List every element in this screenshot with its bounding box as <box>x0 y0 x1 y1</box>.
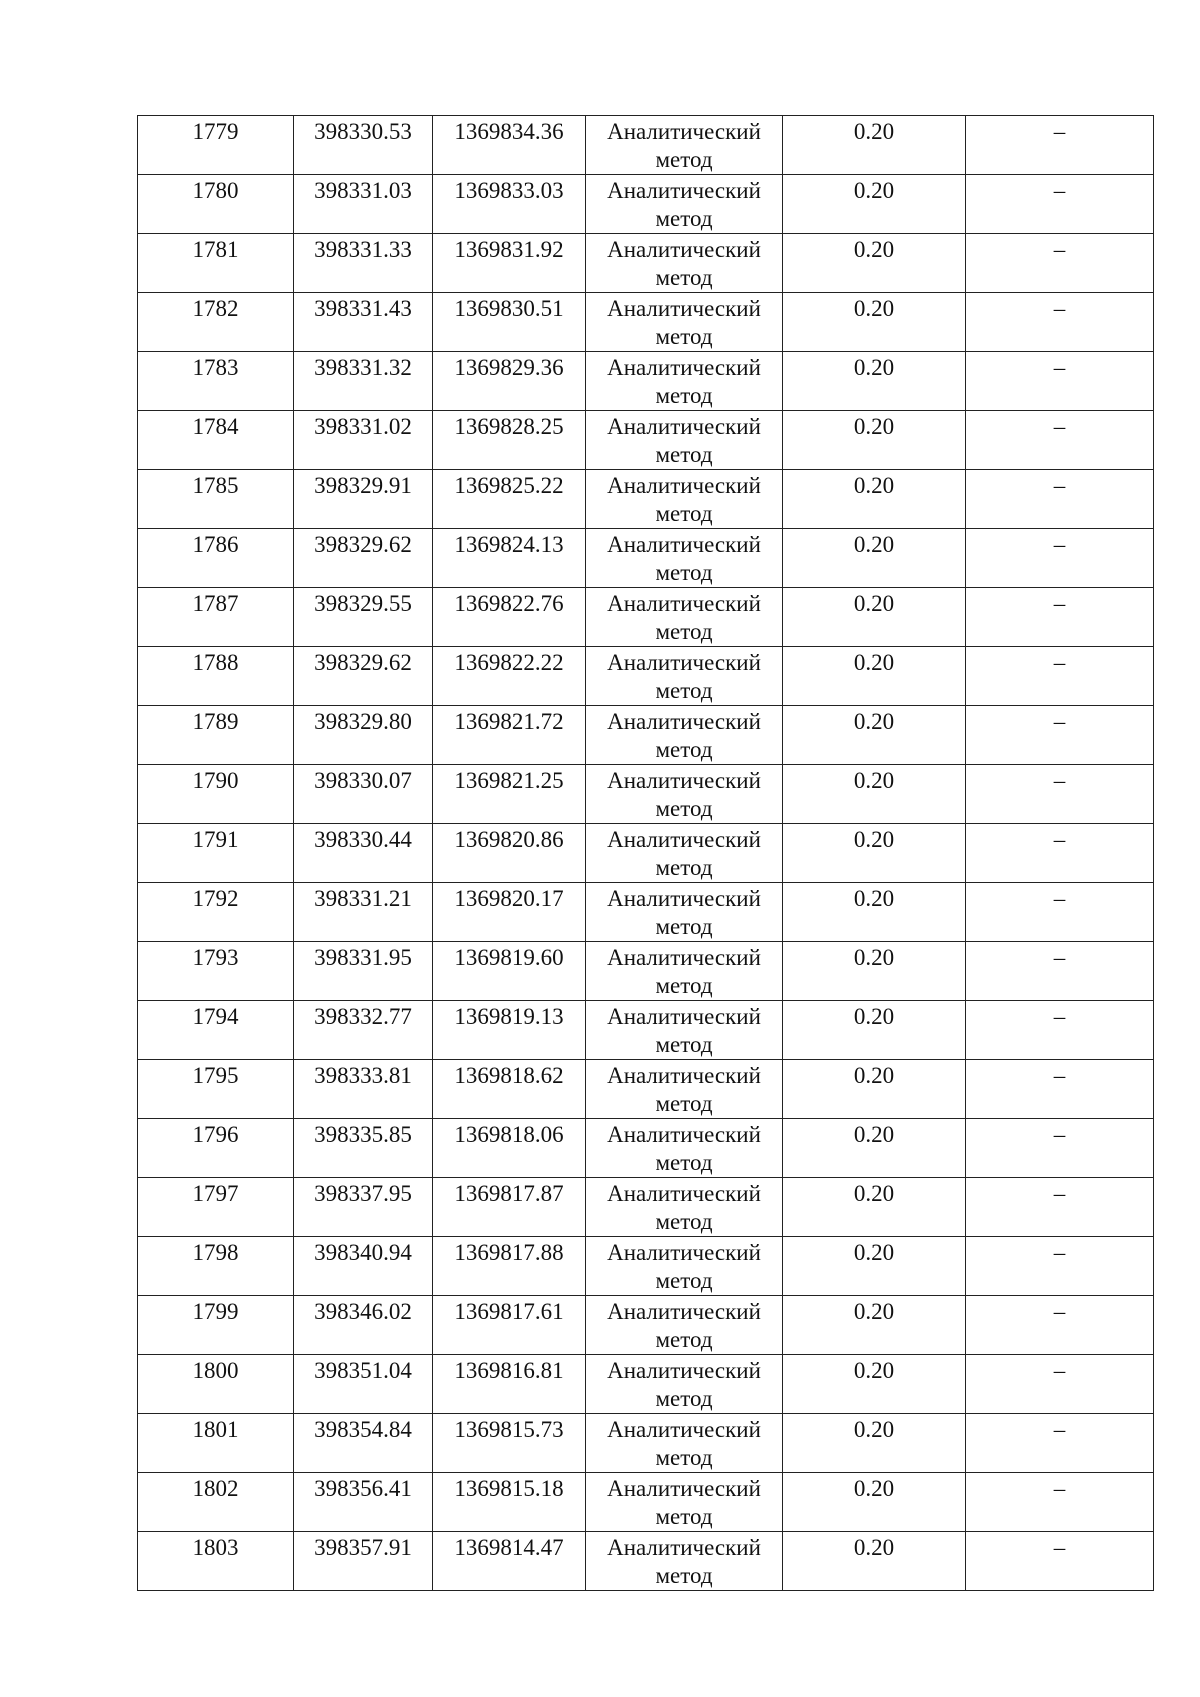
method-cell: Аналитический метод <box>586 175 783 234</box>
method-cell: Аналитический метод <box>586 1355 783 1414</box>
precision-cell: 0.20 <box>783 1532 966 1591</box>
precision-cell: 0.20 <box>783 411 966 470</box>
table-row <box>138 1237 1154 1296</box>
point-number-cell: 1801 <box>138 1414 294 1473</box>
y-coordinate-cell: 1369821.72 <box>433 706 586 765</box>
x-coordinate-cell: 398335.85 <box>294 1119 433 1178</box>
precision-cell: 0.20 <box>783 1296 966 1355</box>
table-row <box>138 942 1154 1001</box>
y-coordinate-cell: 1369822.22 <box>433 647 586 706</box>
point-number-cell: 1790 <box>138 765 294 824</box>
note-cell: – <box>966 1178 1154 1237</box>
table-row <box>138 470 1154 529</box>
x-coordinate-cell: 398356.41 <box>294 1473 433 1532</box>
method-cell: Аналитический метод <box>586 1119 783 1178</box>
y-coordinate-cell: 1369818.06 <box>433 1119 586 1178</box>
table-row <box>138 1001 1154 1060</box>
table-row <box>138 116 1154 175</box>
note-cell: – <box>966 352 1154 411</box>
y-coordinate-cell: 1369817.87 <box>433 1178 586 1237</box>
precision-cell: 0.20 <box>783 116 966 175</box>
point-number-cell: 1799 <box>138 1296 294 1355</box>
x-coordinate-cell: 398329.62 <box>294 647 433 706</box>
precision-cell: 0.20 <box>783 647 966 706</box>
method-cell: Аналитический метод <box>586 765 783 824</box>
x-coordinate-cell: 398331.21 <box>294 883 433 942</box>
method-cell: Аналитический метод <box>586 116 783 175</box>
point-number-cell: 1800 <box>138 1355 294 1414</box>
x-coordinate-cell: 398351.04 <box>294 1355 433 1414</box>
coordinates-table <box>137 115 1154 1591</box>
y-coordinate-cell: 1369817.61 <box>433 1296 586 1355</box>
table-row <box>138 647 1154 706</box>
point-number-cell: 1780 <box>138 175 294 234</box>
x-coordinate-cell: 398329.80 <box>294 706 433 765</box>
point-number-cell: 1781 <box>138 234 294 293</box>
point-number-cell: 1798 <box>138 1237 294 1296</box>
table-row <box>138 529 1154 588</box>
y-coordinate-cell: 1369822.76 <box>433 588 586 647</box>
y-coordinate-cell: 1369815.18 <box>433 1473 586 1532</box>
table-row <box>138 352 1154 411</box>
x-coordinate-cell: 398330.44 <box>294 824 433 883</box>
x-coordinate-cell: 398331.03 <box>294 175 433 234</box>
method-cell: Аналитический метод <box>586 1178 783 1237</box>
point-number-cell: 1796 <box>138 1119 294 1178</box>
x-coordinate-cell: 398329.55 <box>294 588 433 647</box>
method-cell: Аналитический метод <box>586 352 783 411</box>
point-number-cell: 1792 <box>138 883 294 942</box>
y-coordinate-cell: 1369833.03 <box>433 175 586 234</box>
y-coordinate-cell: 1369821.25 <box>433 765 586 824</box>
note-cell: – <box>966 824 1154 883</box>
note-cell: – <box>966 706 1154 765</box>
note-cell: – <box>966 1532 1154 1591</box>
method-cell: Аналитический метод <box>586 1237 783 1296</box>
y-coordinate-cell: 1369819.13 <box>433 1001 586 1060</box>
method-cell: Аналитический метод <box>586 1414 783 1473</box>
y-coordinate-cell: 1369830.51 <box>433 293 586 352</box>
method-cell: Аналитический метод <box>586 588 783 647</box>
precision-cell: 0.20 <box>783 1237 966 1296</box>
point-number-cell: 1795 <box>138 1060 294 1119</box>
precision-cell: 0.20 <box>783 175 966 234</box>
precision-cell: 0.20 <box>783 588 966 647</box>
method-cell: Аналитический метод <box>586 942 783 1001</box>
method-cell: Аналитический метод <box>586 706 783 765</box>
method-cell: Аналитический метод <box>586 234 783 293</box>
note-cell: – <box>966 234 1154 293</box>
y-coordinate-cell: 1369820.17 <box>433 883 586 942</box>
precision-cell: 0.20 <box>783 234 966 293</box>
note-cell: – <box>966 588 1154 647</box>
x-coordinate-cell: 398332.77 <box>294 1001 433 1060</box>
precision-cell: 0.20 <box>783 1119 966 1178</box>
note-cell: – <box>966 1355 1154 1414</box>
y-coordinate-cell: 1369819.60 <box>433 942 586 1001</box>
note-cell: – <box>966 647 1154 706</box>
precision-cell: 0.20 <box>783 529 966 588</box>
table-row <box>138 1296 1154 1355</box>
precision-cell: 0.20 <box>783 470 966 529</box>
note-cell: – <box>966 1237 1154 1296</box>
x-coordinate-cell: 398330.07 <box>294 765 433 824</box>
note-cell: – <box>966 175 1154 234</box>
table-row <box>138 1414 1154 1473</box>
method-cell: Аналитический метод <box>586 647 783 706</box>
precision-cell: 0.20 <box>783 706 966 765</box>
precision-cell: 0.20 <box>783 1178 966 1237</box>
method-cell: Аналитический метод <box>586 1532 783 1591</box>
x-coordinate-cell: 398329.91 <box>294 470 433 529</box>
precision-cell: 0.20 <box>783 1355 966 1414</box>
method-cell: Аналитический метод <box>586 1296 783 1355</box>
table-row <box>138 883 1154 942</box>
x-coordinate-cell: 398337.95 <box>294 1178 433 1237</box>
precision-cell: 0.20 <box>783 1473 966 1532</box>
table-row <box>138 1532 1154 1591</box>
point-number-cell: 1797 <box>138 1178 294 1237</box>
x-coordinate-cell: 398331.95 <box>294 942 433 1001</box>
point-number-cell: 1802 <box>138 1473 294 1532</box>
table-row <box>138 588 1154 647</box>
note-cell: – <box>966 293 1154 352</box>
point-number-cell: 1787 <box>138 588 294 647</box>
precision-cell: 0.20 <box>783 1060 966 1119</box>
precision-cell: 0.20 <box>783 352 966 411</box>
x-coordinate-cell: 398331.43 <box>294 293 433 352</box>
note-cell: – <box>966 942 1154 1001</box>
x-coordinate-cell: 398346.02 <box>294 1296 433 1355</box>
method-cell: Аналитический метод <box>586 1473 783 1532</box>
x-coordinate-cell: 398340.94 <box>294 1237 433 1296</box>
precision-cell: 0.20 <box>783 942 966 1001</box>
point-number-cell: 1782 <box>138 293 294 352</box>
note-cell: – <box>966 1473 1154 1532</box>
table-row <box>138 765 1154 824</box>
table-row <box>138 1178 1154 1237</box>
table-row <box>138 175 1154 234</box>
point-number-cell: 1784 <box>138 411 294 470</box>
y-coordinate-cell: 1369828.25 <box>433 411 586 470</box>
method-cell: Аналитический метод <box>586 1060 783 1119</box>
y-coordinate-cell: 1369817.88 <box>433 1237 586 1296</box>
table-row <box>138 1355 1154 1414</box>
y-coordinate-cell: 1369818.62 <box>433 1060 586 1119</box>
table-row <box>138 411 1154 470</box>
x-coordinate-cell: 398333.81 <box>294 1060 433 1119</box>
note-cell: – <box>966 529 1154 588</box>
precision-cell: 0.20 <box>783 293 966 352</box>
note-cell: – <box>966 470 1154 529</box>
point-number-cell: 1779 <box>138 116 294 175</box>
note-cell: – <box>966 1001 1154 1060</box>
point-number-cell: 1789 <box>138 706 294 765</box>
note-cell: – <box>966 1060 1154 1119</box>
y-coordinate-cell: 1369815.73 <box>433 1414 586 1473</box>
method-cell: Аналитический метод <box>586 293 783 352</box>
note-cell: – <box>966 883 1154 942</box>
point-number-cell: 1785 <box>138 470 294 529</box>
precision-cell: 0.20 <box>783 1001 966 1060</box>
method-cell: Аналитический метод <box>586 470 783 529</box>
x-coordinate-cell: 398354.84 <box>294 1414 433 1473</box>
point-number-cell: 1794 <box>138 1001 294 1060</box>
x-coordinate-cell: 398329.62 <box>294 529 433 588</box>
precision-cell: 0.20 <box>783 824 966 883</box>
method-cell: Аналитический метод <box>586 883 783 942</box>
table-row <box>138 234 1154 293</box>
coordinates-table-body <box>138 116 1154 1591</box>
x-coordinate-cell: 398331.32 <box>294 352 433 411</box>
note-cell: – <box>966 411 1154 470</box>
method-cell: Аналитический метод <box>586 1001 783 1060</box>
note-cell: – <box>966 116 1154 175</box>
precision-cell: 0.20 <box>783 765 966 824</box>
method-cell: Аналитический метод <box>586 529 783 588</box>
y-coordinate-cell: 1369824.13 <box>433 529 586 588</box>
x-coordinate-cell: 398331.33 <box>294 234 433 293</box>
point-number-cell: 1803 <box>138 1532 294 1591</box>
y-coordinate-cell: 1369814.47 <box>433 1532 586 1591</box>
note-cell: – <box>966 765 1154 824</box>
y-coordinate-cell: 1369825.22 <box>433 470 586 529</box>
y-coordinate-cell: 1369816.81 <box>433 1355 586 1414</box>
point-number-cell: 1793 <box>138 942 294 1001</box>
table-row <box>138 1060 1154 1119</box>
precision-cell: 0.20 <box>783 1414 966 1473</box>
y-coordinate-cell: 1369829.36 <box>433 352 586 411</box>
point-number-cell: 1791 <box>138 824 294 883</box>
table-row <box>138 1119 1154 1178</box>
table-row <box>138 706 1154 765</box>
note-cell: – <box>966 1414 1154 1473</box>
y-coordinate-cell: 1369820.86 <box>433 824 586 883</box>
point-number-cell: 1786 <box>138 529 294 588</box>
table-row <box>138 293 1154 352</box>
y-coordinate-cell: 1369834.36 <box>433 116 586 175</box>
table-row <box>138 1473 1154 1532</box>
x-coordinate-cell: 398357.91 <box>294 1532 433 1591</box>
point-number-cell: 1783 <box>138 352 294 411</box>
note-cell: – <box>966 1296 1154 1355</box>
method-cell: Аналитический метод <box>586 824 783 883</box>
x-coordinate-cell: 398330.53 <box>294 116 433 175</box>
point-number-cell: 1788 <box>138 647 294 706</box>
table-row <box>138 824 1154 883</box>
x-coordinate-cell: 398331.02 <box>294 411 433 470</box>
method-cell: Аналитический метод <box>586 411 783 470</box>
note-cell: – <box>966 1119 1154 1178</box>
y-coordinate-cell: 1369831.92 <box>433 234 586 293</box>
precision-cell: 0.20 <box>783 883 966 942</box>
